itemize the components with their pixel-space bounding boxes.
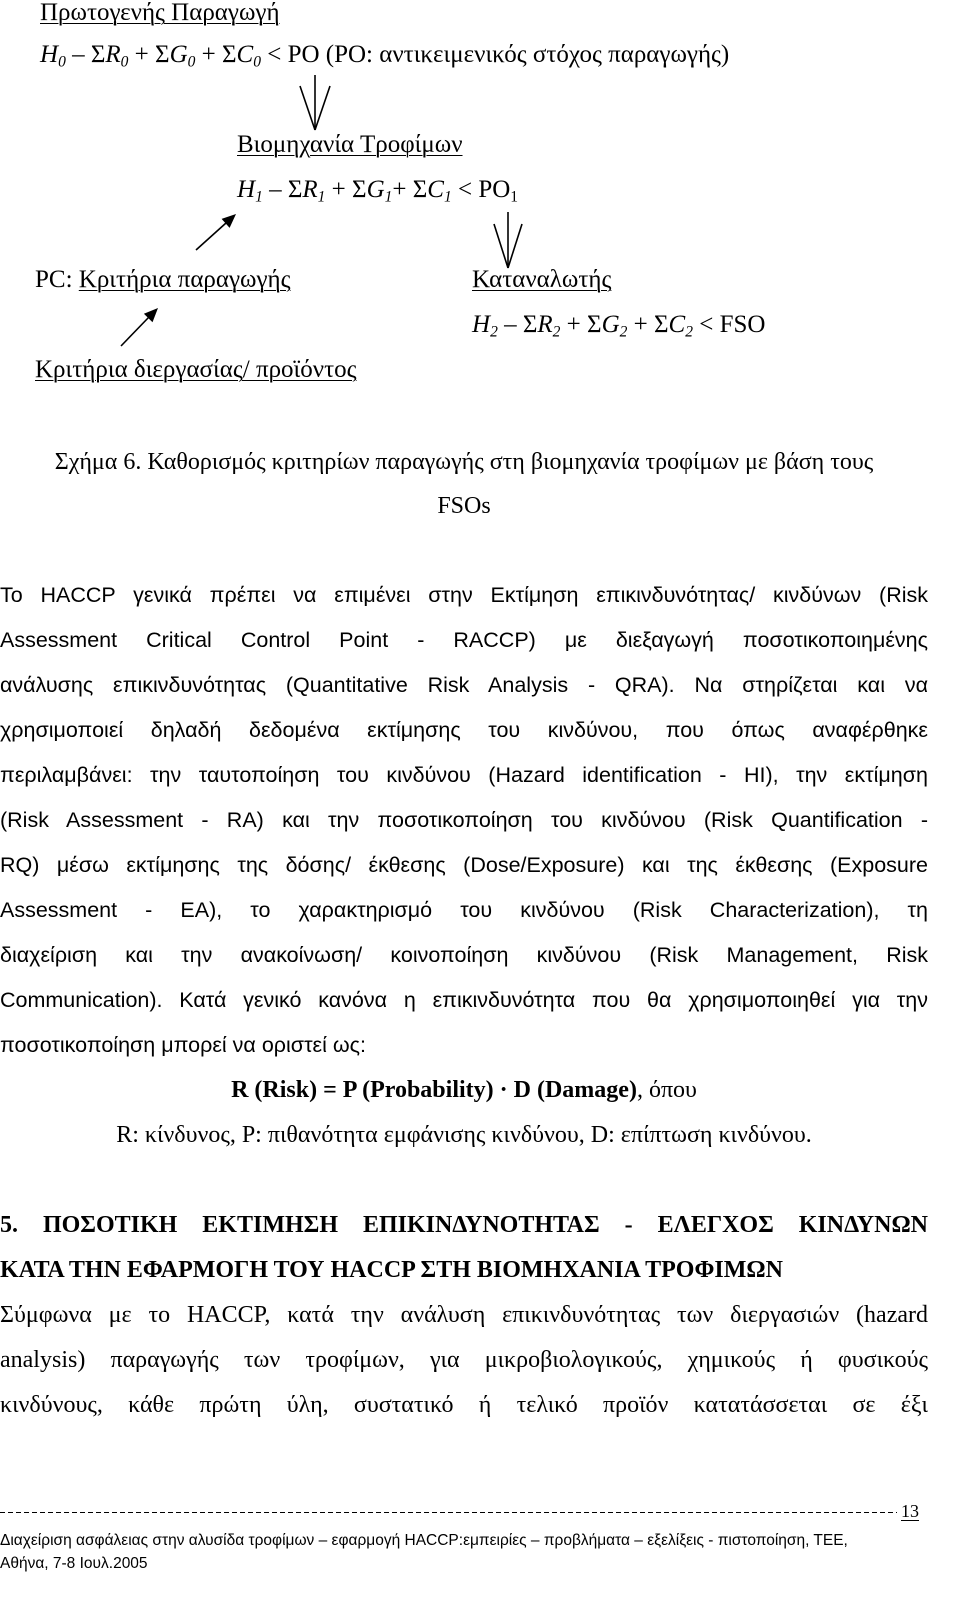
body-text xyxy=(0,573,928,1428)
food-industry-label: Βιομηχανία Τροφίμων xyxy=(237,131,463,158)
equation-term: C xyxy=(236,41,254,68)
paragraph-haccp-analysis xyxy=(0,1293,928,1428)
equation-term: < PO xyxy=(451,176,511,203)
equation-term: + Σ xyxy=(560,311,602,338)
text-line: διαχείριση και την ανακοίνωση/ κοινοποίηση κινδύνου (Risk Management, Risk xyxy=(0,943,928,967)
equation-subscript: 0 xyxy=(187,53,196,71)
equation-subscript: 2 xyxy=(552,323,561,341)
equation-term: – Σ xyxy=(262,176,303,203)
caption-line: FSOs xyxy=(437,493,491,519)
primary-production-equation xyxy=(40,40,729,70)
consumer-equation xyxy=(472,310,765,340)
text-line: Το HACCP γενικά πρέπει να επιμένει στην Εκτίμηση επικινδυνότητας/ κινδύνων (Risk xyxy=(0,583,928,607)
footer-line: Αθήνα, 7-8 Ιουλ.2005 xyxy=(0,1555,148,1572)
text-line: Assessment Critical Control Point - RACCP) με διεξαγωγή ποσοτικοποιημένης xyxy=(0,628,928,652)
equation-subscript: 2 xyxy=(490,323,498,341)
section-heading xyxy=(0,1203,928,1293)
footer-dashed-rule xyxy=(0,1512,897,1513)
production-criteria-label: Κριτήρια παραγωγής xyxy=(78,266,291,293)
equation-term: + Σ xyxy=(325,176,367,203)
page-number: 13 xyxy=(901,1501,919,1521)
formula-suffix: , όπου xyxy=(636,1077,697,1103)
arrow-up-from-production-criteria xyxy=(196,214,236,250)
process-criteria-label: Κριτήρια διεργασίας/ προϊόντος xyxy=(35,356,357,383)
text-line: χρησιμοποιεί δηλαδή δεδομένα εκτίμησης του κινδύνου, που όπως αναφέρθηκε xyxy=(0,718,928,742)
equation-term: + Σ xyxy=(392,176,428,203)
equation-term: G xyxy=(601,311,620,338)
text-line: περιλαμβάνει: την ταυτοποίηση του κινδύνου (Hazard identification - HI), την εκτίμηση xyxy=(0,763,928,787)
equation-subscript: 0 xyxy=(253,53,261,71)
text-line: analysis) παραγωγής των τροφίμων, για μικροβιολογικούς, χημικούς ή φυσικούς xyxy=(0,1347,928,1373)
text-line: Σύμφωνα με το HACCP, κατά την ανάλυση επικινδυνότητας των διεργασιών (hazard xyxy=(0,1302,928,1328)
equation-term: R xyxy=(537,311,553,338)
equation-term: H xyxy=(472,311,491,338)
equation-subscript: 0 xyxy=(120,53,129,71)
text-line: (Risk Assessment - RA) και την ποσοτικοποίηση του κινδύνου (Risk Quantification - xyxy=(0,808,928,832)
food-industry-equation xyxy=(237,175,518,205)
equation-subscript: 2 xyxy=(685,323,693,341)
production-criteria-row xyxy=(35,265,291,295)
caption-line: Σχήμα 6. Καθορισμός κριτηρίων παραγωγής στη βιομηχανία τροφίμων με βάση τους xyxy=(54,449,874,475)
text-line: Communication). Κατά γενικό κανόνα η επικινδυνότητα που θα χρησιμοποιηθεί για την xyxy=(0,988,928,1012)
equation-term: R xyxy=(302,176,318,203)
paragraph-risk-assessment xyxy=(0,573,928,1068)
pc-prefix: PC: xyxy=(35,266,79,293)
equation-subscript: 1 xyxy=(443,188,452,206)
equation-term: – Σ xyxy=(65,41,106,68)
formula-expression: R (Risk) = P (Probability) · D (Damage) xyxy=(231,1077,637,1103)
arrow-up-from-process-criteria xyxy=(121,308,158,346)
text-line: ποσοτικοποίηση μπορεί να οριστεί ως: xyxy=(0,1033,367,1057)
equation-term: + Σ xyxy=(195,41,237,68)
equation-term: G xyxy=(366,176,385,203)
footer xyxy=(0,1529,928,1575)
equation-term: C xyxy=(668,311,686,338)
text-line: ανάλυσης επικινδυνότητας (Quantitative Risk Analysis - QRA). Να στηρίζεται και να xyxy=(0,673,928,697)
heading-line: ΚΑΤΑ ΤΗΝ ΕΦΑΡΜΟΓΗ ΤΟΥ HACCP ΣΤΗ ΒΙΟΜΗΧΑΝΙΑ ΤΡΟΦΙΜΩΝ xyxy=(0,1257,783,1283)
primary-production-label: Πρωτογενής Παραγωγή xyxy=(40,0,280,26)
text-line: RQ) μέσω εκτίμησης της δόσης/ έκθεσης (Dose/Exposure) και της έκθεσης (Exposure xyxy=(0,853,928,877)
footer-line: Διαχείριση ασφάλειας στην αλυσίδα τροφίμων – εφαρμογή HACCP:εμπειρίες – προβλήματα – εξελίξεις - πιστοποίηση, ΤΕΕ, xyxy=(0,1532,848,1549)
equation-term: H xyxy=(237,176,256,203)
equation-subscript: 1 xyxy=(384,188,393,206)
text-line: Assessment - EA), το χαρακτηρισμό του κινδύνου (Risk Characterization), τη xyxy=(0,898,928,922)
equation-term: G xyxy=(169,41,188,68)
equation-term: < FSO xyxy=(692,311,766,338)
equation-term: + Σ xyxy=(128,41,170,68)
equation-subscript: 1 xyxy=(255,188,263,206)
arrow-down-to-consumer xyxy=(494,212,522,268)
equation-subscript: 2 xyxy=(619,323,628,341)
text-line: κινδύνους, κάθε πρώτη ύλη, συστατικό ή τελικό προϊόν κατατάσσεται σε έξι xyxy=(0,1392,928,1418)
risk-formula xyxy=(0,1068,928,1113)
blank-line xyxy=(0,1158,928,1203)
equation-subscript: 1 xyxy=(317,188,326,206)
equation-term: + Σ xyxy=(627,311,669,338)
equation-term: – Σ xyxy=(497,311,538,338)
equation-term: < PO (PO: αντικειμενικός στόχος παραγωγής) xyxy=(260,41,730,68)
arrow-down-to-food-industry xyxy=(300,75,330,130)
heading-line: 5. ΠΟΣΟΤΙΚΗ ΕΚΤΙΜΗΣΗ ΕΠΙΚΙΝΔΥΝΟΤΗΤΑΣ - ΕΛΕΓΧΟΣ ΚΙΝΔΥΝΩΝ xyxy=(0,1212,928,1238)
equation-subscript: 0 xyxy=(58,53,66,71)
equation-term: R xyxy=(105,41,121,68)
consumer-label: Καταναλωτής xyxy=(472,266,612,293)
equation-term: C xyxy=(427,176,444,203)
formula-definitions: R: κίνδυνος, P: πιθανότητα εμφάνισης κινδύνου, D: επίπτωση κινδύνου. xyxy=(116,1122,812,1148)
equation-subscript: 1 xyxy=(510,188,519,206)
equation-term: H xyxy=(40,41,59,68)
figure-caption xyxy=(0,440,928,528)
